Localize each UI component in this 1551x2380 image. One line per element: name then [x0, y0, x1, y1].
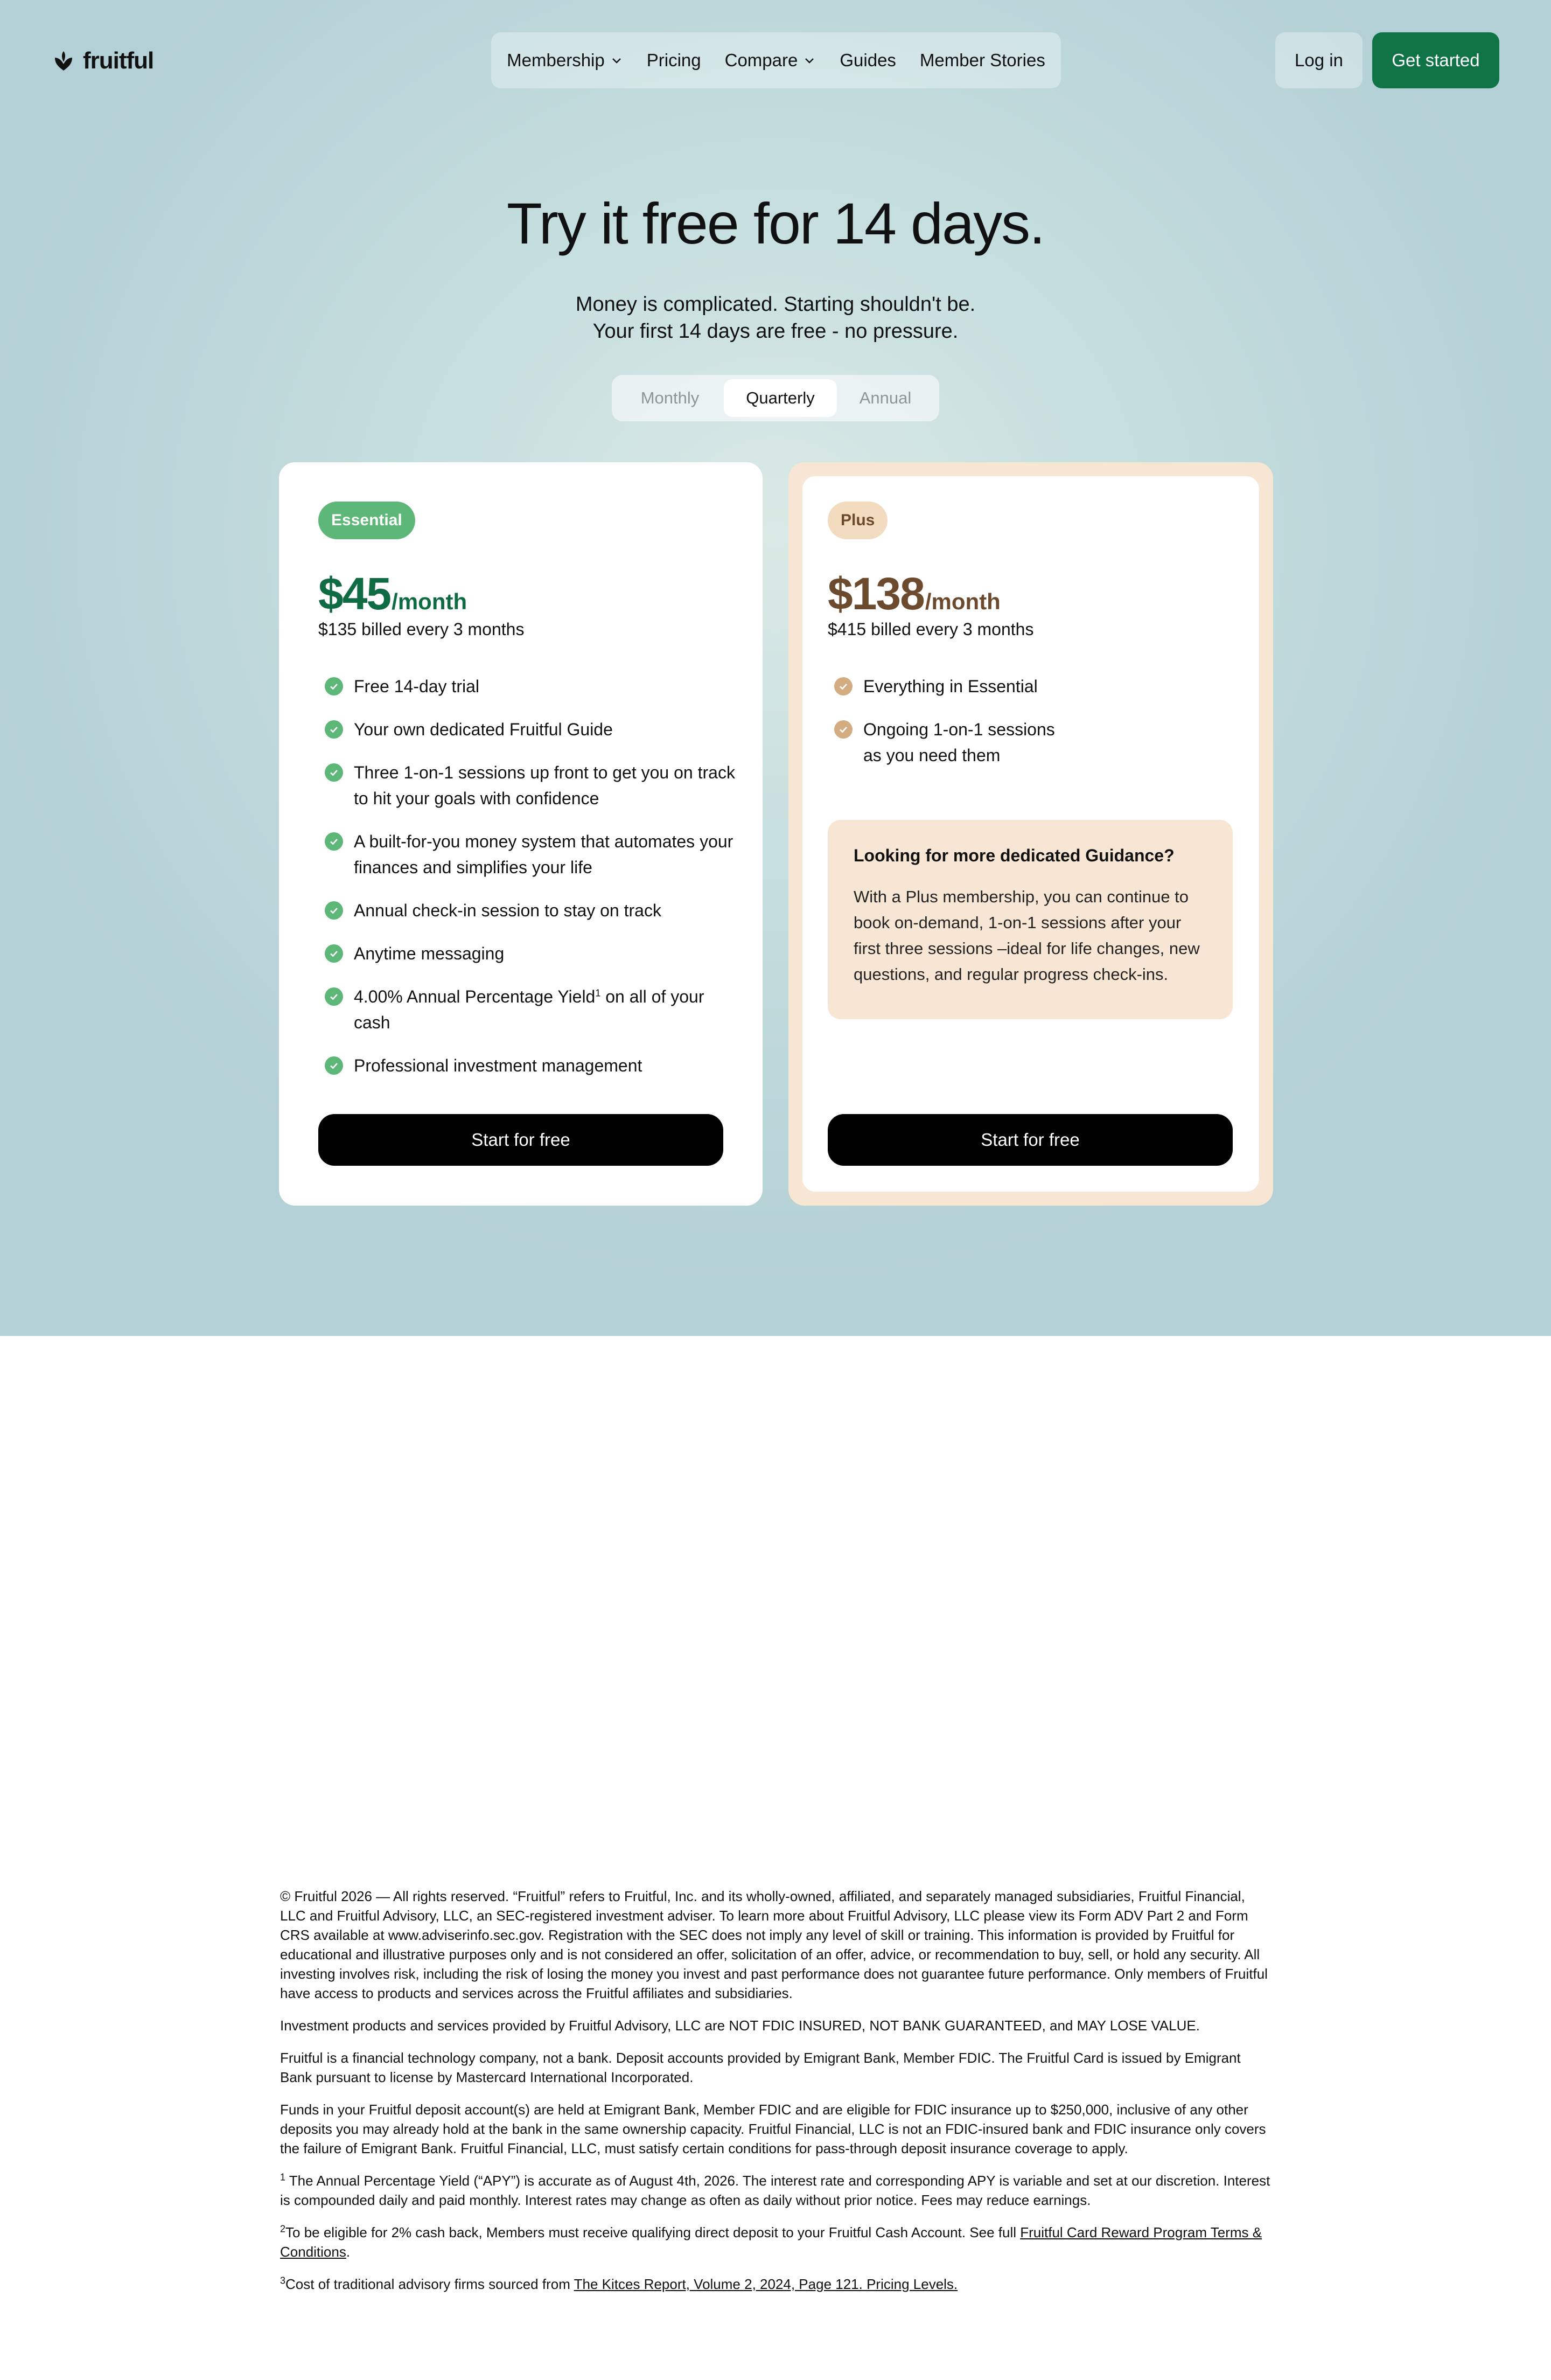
- footnote-marker: 3: [280, 2275, 286, 2286]
- nav-membership-label: Membership: [507, 50, 605, 70]
- check-icon: [325, 720, 343, 739]
- list-item: [318, 1053, 738, 1078]
- legal-disclosures: [280, 1887, 1271, 2307]
- essential-price-amount: $45: [318, 568, 391, 619]
- list-item: [318, 673, 738, 699]
- footnote-2-end: .: [346, 2244, 351, 2260]
- plus-badge: Plus: [828, 502, 888, 539]
- feature-text: Anytime messaging: [354, 944, 505, 963]
- footnote-1-text: The Annual Percentage Yield (“APY”) is accurate as of August 4th, 2026. The interest rate and corresponding APY is variable and set at our discretion. Interest is compounded daily and paid monthly. Interest rates may change as often as daily without prior notice. Fees may reduce earnings.: [280, 2173, 1270, 2208]
- plus-price-amount: $138: [828, 568, 924, 619]
- check-icon: [325, 763, 343, 782]
- apy-feature-text: 4.00% Annual Percentage Yield: [354, 987, 596, 1006]
- get-started-button[interactable]: Get started: [1372, 32, 1499, 88]
- legal-footnote-1: [280, 2171, 1271, 2210]
- list-item: [828, 716, 1237, 768]
- nav-member-stories-label: Member Stories: [919, 50, 1045, 70]
- feature-text: Annual check-in session to stay on track: [354, 901, 661, 920]
- page-title: Try it free for 14 days.: [506, 191, 1045, 256]
- feature-text: Everything in Essential: [863, 677, 1038, 696]
- feature-text: Professional investment management: [354, 1056, 642, 1075]
- fruitful-logo-icon: [52, 49, 75, 73]
- essential-feature-list: [318, 673, 738, 1096]
- nav-guides-label: Guides: [840, 50, 896, 70]
- kitces-report-link[interactable]: The Kitces Report, Volume 2, 2024, Page 121. Pricing Levels.: [574, 2276, 958, 2292]
- legal-footnote-3: [280, 2274, 1271, 2294]
- guidance-title: Looking for more dedicated Guidance?: [854, 846, 1175, 865]
- essential-badge: Essential: [318, 502, 415, 539]
- billing-period-toggle: [612, 375, 939, 421]
- legal-fdic: Funds in your Fruitful deposit account(s) are held at Emigrant Bank, Member FDIC and are eligible for FDIC insurance up to $250,000, inclusive of any other deposits you may already hold at the bank in the same ownership capacity. Fruitful Financial, LLC is not an FDIC-insured bank and FDIC insurance only covers the failure of Emigrant Bank. Fruitful Financial, LLC, must satisfy certain conditions for pass-through deposit insurance coverage to apply.: [280, 2101, 1266, 2156]
- feature-text: Free 14-day trial: [354, 677, 479, 696]
- check-icon: [325, 987, 343, 1006]
- main-nav: [491, 32, 1061, 88]
- check-icon: [325, 944, 343, 963]
- footnote-2-text: To be eligible for 2% cash back, Members must receive qualifying direct deposit to your Fruitful Cash Account. See full: [285, 2224, 1021, 2240]
- essential-price: [318, 568, 467, 620]
- login-button[interactable]: Log in: [1275, 32, 1363, 88]
- hero-subtitle: [0, 291, 1551, 345]
- footnote-marker: 1: [595, 987, 601, 999]
- feature-text: A built-for-you money system that automates your finances and simplifies your life: [354, 832, 733, 877]
- check-icon: [834, 720, 853, 739]
- nav-compare-label: Compare: [724, 50, 798, 70]
- check-icon: [325, 677, 343, 695]
- legal-investment: Investment products and services provided by Fruitful Advisory, LLC are NOT FDIC INSURED, NOT BANK GUARANTEED, and MAY LOSE VALUE.: [280, 2017, 1200, 2034]
- chevron-down-icon: [610, 54, 623, 67]
- essential-plan-card: [279, 462, 763, 1206]
- plus-billing-note: $415 billed every 3 months: [828, 620, 1034, 639]
- list-item: [318, 716, 738, 742]
- list-item: [318, 984, 738, 1035]
- nav-compare[interactable]: [725, 50, 816, 71]
- footnote-marker: 1: [280, 2172, 286, 2183]
- plus-start-button[interactable]: Start for free: [828, 1114, 1233, 1166]
- list-item: [318, 897, 738, 923]
- card-reward-terms-link[interactable]: Fruitful Card Reward Program Terms & Conditions: [280, 2224, 1262, 2260]
- essential-billing-note: $135 billed every 3 months: [318, 620, 525, 639]
- plus-plan-card-inner: [802, 476, 1259, 1192]
- essential-start-button[interactable]: Start for free: [318, 1114, 723, 1166]
- legal-bank: Fruitful is a financial technology company, not a bank. Deposit accounts provided by Emigrant Bank, Member FDIC. The Fruitful Card is issued by Emigrant Bank pursuant to license by Mastercard International Incorporated.: [280, 2050, 1241, 2085]
- toggle-monthly[interactable]: Monthly: [640, 388, 700, 407]
- list-item: [318, 829, 738, 880]
- plus-feature-list: [828, 673, 1237, 785]
- feature-text: Three 1-on-1 sessions up front to get you on track to hit your goals with confidence: [354, 763, 735, 808]
- nav-pricing[interactable]: [647, 50, 701, 71]
- plus-price-period: /month: [925, 589, 1001, 614]
- feature-text: [354, 984, 738, 1035]
- hero-subtitle-line-2: Your first 14 days are free - no pressure.: [592, 320, 959, 343]
- list-item: [318, 760, 738, 811]
- check-icon: [325, 901, 343, 920]
- essential-price-period: /month: [392, 589, 467, 614]
- list-item: [828, 673, 1237, 699]
- toggle-quarterly[interactable]: Quarterly: [724, 379, 837, 417]
- feature-text: Ongoing 1-on-1 sessions as you need them: [863, 720, 1055, 765]
- toggle-annual[interactable]: Annual: [859, 388, 912, 407]
- logo-text: fruitful: [83, 47, 154, 74]
- nav-membership[interactable]: [507, 50, 623, 71]
- legal-copyright: © Fruitful 2026 — All rights reserved. “Fruitful” refers to Fruitful, Inc. and its wholly-owned, affiliated, and separately managed subsidiaries, Fruitful Financial, LLC and Fruitful Advisory, LLC, an SEC-registered investment adviser. To learn more about Fruitful Advisory, LLC please view its Form ADV Part 2 and Form CRS available at www.adviserinfo.sec.gov. Registration with the SEC does not imply any level of skill or training. This information is provided by Fruitful for educational and illustrative purposes only and is not considered an offer, solicitation of an offer, advice, or recommendation to buy, sell, or hold any security. All investing involves risk, including the risk of losing the money you invest and past performance does not guarantee future performance. Only members of Fruitful have access to products and services across the Fruitful affiliates and subsidiaries.: [280, 1888, 1268, 2001]
- check-icon: [834, 677, 853, 695]
- list-item: [318, 941, 738, 966]
- chevron-down-icon: [803, 54, 816, 67]
- plus-price: [828, 568, 1001, 620]
- footnote-marker: 2: [280, 2223, 286, 2235]
- hero-subtitle-line-1: Money is complicated. Starting shouldn't be.: [575, 293, 976, 316]
- check-icon: [325, 1056, 343, 1075]
- nav-pricing-label: Pricing: [646, 50, 701, 70]
- logo[interactable]: [52, 47, 153, 74]
- feature-text: Your own dedicated Fruitful Guide: [354, 720, 613, 739]
- plus-plan-card: [788, 462, 1273, 1206]
- apy-feature-text-end: on all of your cash: [354, 987, 704, 1032]
- guidance-body: With a Plus membership, you can continue to book on-demand, 1-on-1 sessions after your first three sessions –ideal for life changes, new questions, and regular progress check-ins.: [854, 887, 1200, 984]
- nav-guides[interactable]: [840, 50, 896, 71]
- guidance-callout: [828, 820, 1233, 1019]
- footnote-3-text: Cost of traditional advisory firms sourced from: [285, 2276, 574, 2292]
- nav-member-stories[interactable]: [920, 50, 1045, 71]
- check-icon: [325, 832, 343, 851]
- legal-footnote-2: [280, 2223, 1271, 2261]
